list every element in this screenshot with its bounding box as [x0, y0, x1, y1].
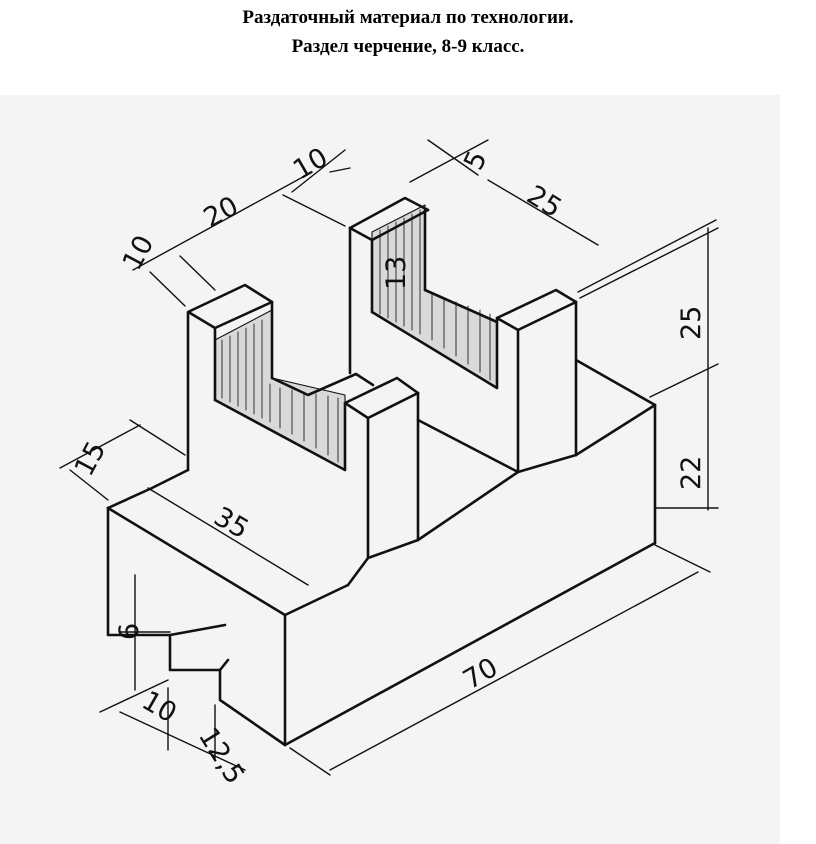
- title-line-1: Раздаточный материал по технологии.: [242, 7, 574, 28]
- dim-6-groove: 6: [114, 622, 145, 640]
- dim-10-top: 10: [116, 230, 161, 276]
- dim-10-top-right: 10: [288, 142, 334, 187]
- dim-25-height: 25: [676, 305, 707, 340]
- title-line-2: Раздел черчение, 8-9 класс.: [291, 36, 525, 57]
- dim-25-depth: 25: [521, 179, 567, 225]
- dim-5-top: 5: [458, 146, 494, 175]
- hatched-faces: [215, 205, 497, 470]
- dim-35-width: 35: [208, 501, 254, 546]
- dim-15-side: 15: [68, 436, 113, 482]
- dim-10-groove: 10: [136, 685, 182, 730]
- dim-12-5-groove: 12,5: [192, 722, 251, 790]
- dim-22-height: 22: [676, 455, 707, 490]
- dim-20-top: 20: [198, 190, 244, 235]
- dim-13-slot: 13: [381, 255, 412, 290]
- right-slot-hatch: [372, 205, 497, 388]
- dim-70-length: 70: [458, 652, 504, 697]
